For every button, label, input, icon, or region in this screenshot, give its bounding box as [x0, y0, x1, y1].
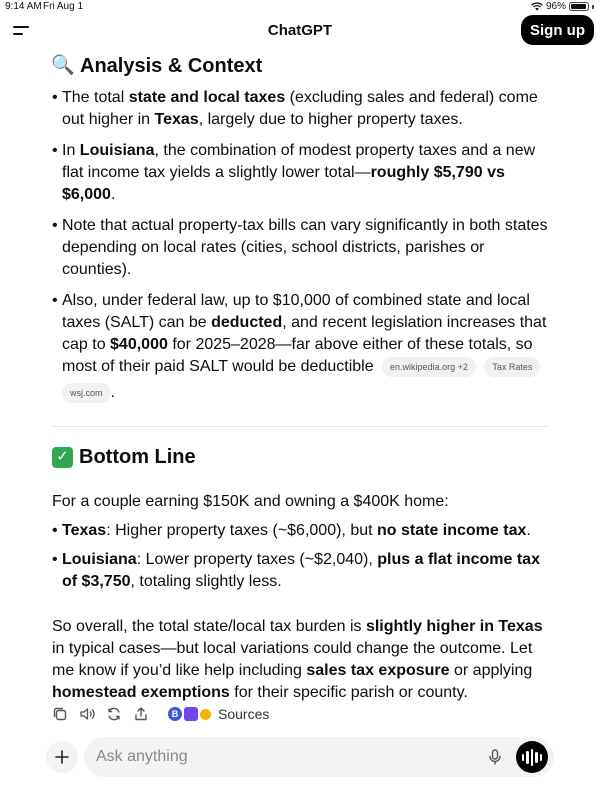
sun-icon: [200, 709, 211, 720]
share-button[interactable]: [133, 706, 149, 722]
copy-button[interactable]: [52, 706, 68, 722]
status-date: Fri Aug 1: [43, 1, 84, 12]
divider: [52, 426, 548, 427]
add-attachment-button[interactable]: [46, 741, 78, 773]
copy-icon: [52, 706, 68, 722]
bottom-line-list: [52, 520, 548, 593]
battery-percent: 96%: [545, 1, 566, 12]
source-favicon-icon: [184, 707, 198, 721]
list-item: • Note that actual property-tax bills can vary significantly in both states depending on local rates (cities, school districts, parishes or counties).: [52, 215, 548, 281]
plus-icon: [54, 749, 70, 765]
status-time: 9:14 AM: [5, 1, 42, 12]
magnifier-icon: 🔍: [51, 54, 75, 76]
section-title: Bottom Line: [79, 446, 196, 468]
citation-chip[interactable]: en.wikipedia.org +2: [382, 357, 476, 377]
sources-button[interactable]: [168, 706, 269, 722]
citation-chip[interactable]: wsj.com: [62, 383, 111, 403]
share-icon: [133, 706, 149, 722]
message-actions: [52, 706, 269, 722]
analysis-list: [52, 87, 548, 404]
app-title: ChatGPT: [267, 22, 333, 39]
status-bar: [0, 0, 600, 14]
section-heading-analysis: [52, 54, 548, 78]
assistant-message: [52, 48, 548, 704]
list-item: • The total state and local taxes (excluding sales and federal) come out higher in Texas, largely due to higher property taxes.: [52, 87, 548, 131]
wifi-icon: [531, 2, 543, 11]
refresh-icon: [106, 706, 122, 722]
list-item: • Texas: Higher property taxes (~$6,000), but no state income tax.: [52, 520, 548, 542]
section-title: Analysis & Context: [80, 55, 263, 77]
list-item: • Also, under federal law, up to $10,000 of combined state and local taxes (SALT) can be deducted, and recent legislation increases that cap to $40,000 for 2025–2028—far above either of these totals, so most of their paid SALT would be deductible en.wikipedia.org +2 Tax Rates wsj.com .: [52, 290, 548, 404]
read-aloud-button[interactable]: [79, 706, 95, 722]
microphone-icon: [486, 748, 504, 766]
citation-chip[interactable]: Tax Rates: [484, 357, 540, 377]
voice-mode-button[interactable]: [516, 741, 548, 773]
list-item: • In Louisiana, the combination of modest property taxes and a new flat income tax yields a slightly lower total—roughly $5,790 vs $6,000.: [52, 140, 548, 206]
intro-text: For a couple earning $150K and owning a $400K home:: [52, 493, 449, 510]
regenerate-button[interactable]: [106, 706, 122, 722]
composer: [84, 737, 554, 777]
speaker-icon: [79, 706, 95, 722]
header: [0, 14, 600, 48]
closing-paragraph: So overall, the total state/local tax burden is slightly higher in Texas in typical cases—but local variations could change the outcome. Let me know if you’d like help including sales tax exposure or applying homestead exemptions for their specific parish or county.: [52, 618, 543, 701]
source-favicon-icon: B: [168, 707, 182, 721]
check-mark-icon: ✓: [52, 447, 73, 468]
status-indicators: [531, 1, 594, 12]
section-heading-bottom-line: [52, 445, 548, 469]
menu-icon[interactable]: [13, 24, 29, 38]
sources-label: Sources: [218, 706, 270, 722]
message-input[interactable]: [96, 737, 476, 777]
list-item: • Louisiana: Lower property taxes (~$2,040), plus a flat income tax of $3,750, totaling slightly less.: [52, 549, 548, 593]
battery-icon: [569, 2, 589, 11]
microphone-button[interactable]: [486, 748, 504, 766]
sign-up-button[interactable]: Sign up: [521, 15, 594, 45]
